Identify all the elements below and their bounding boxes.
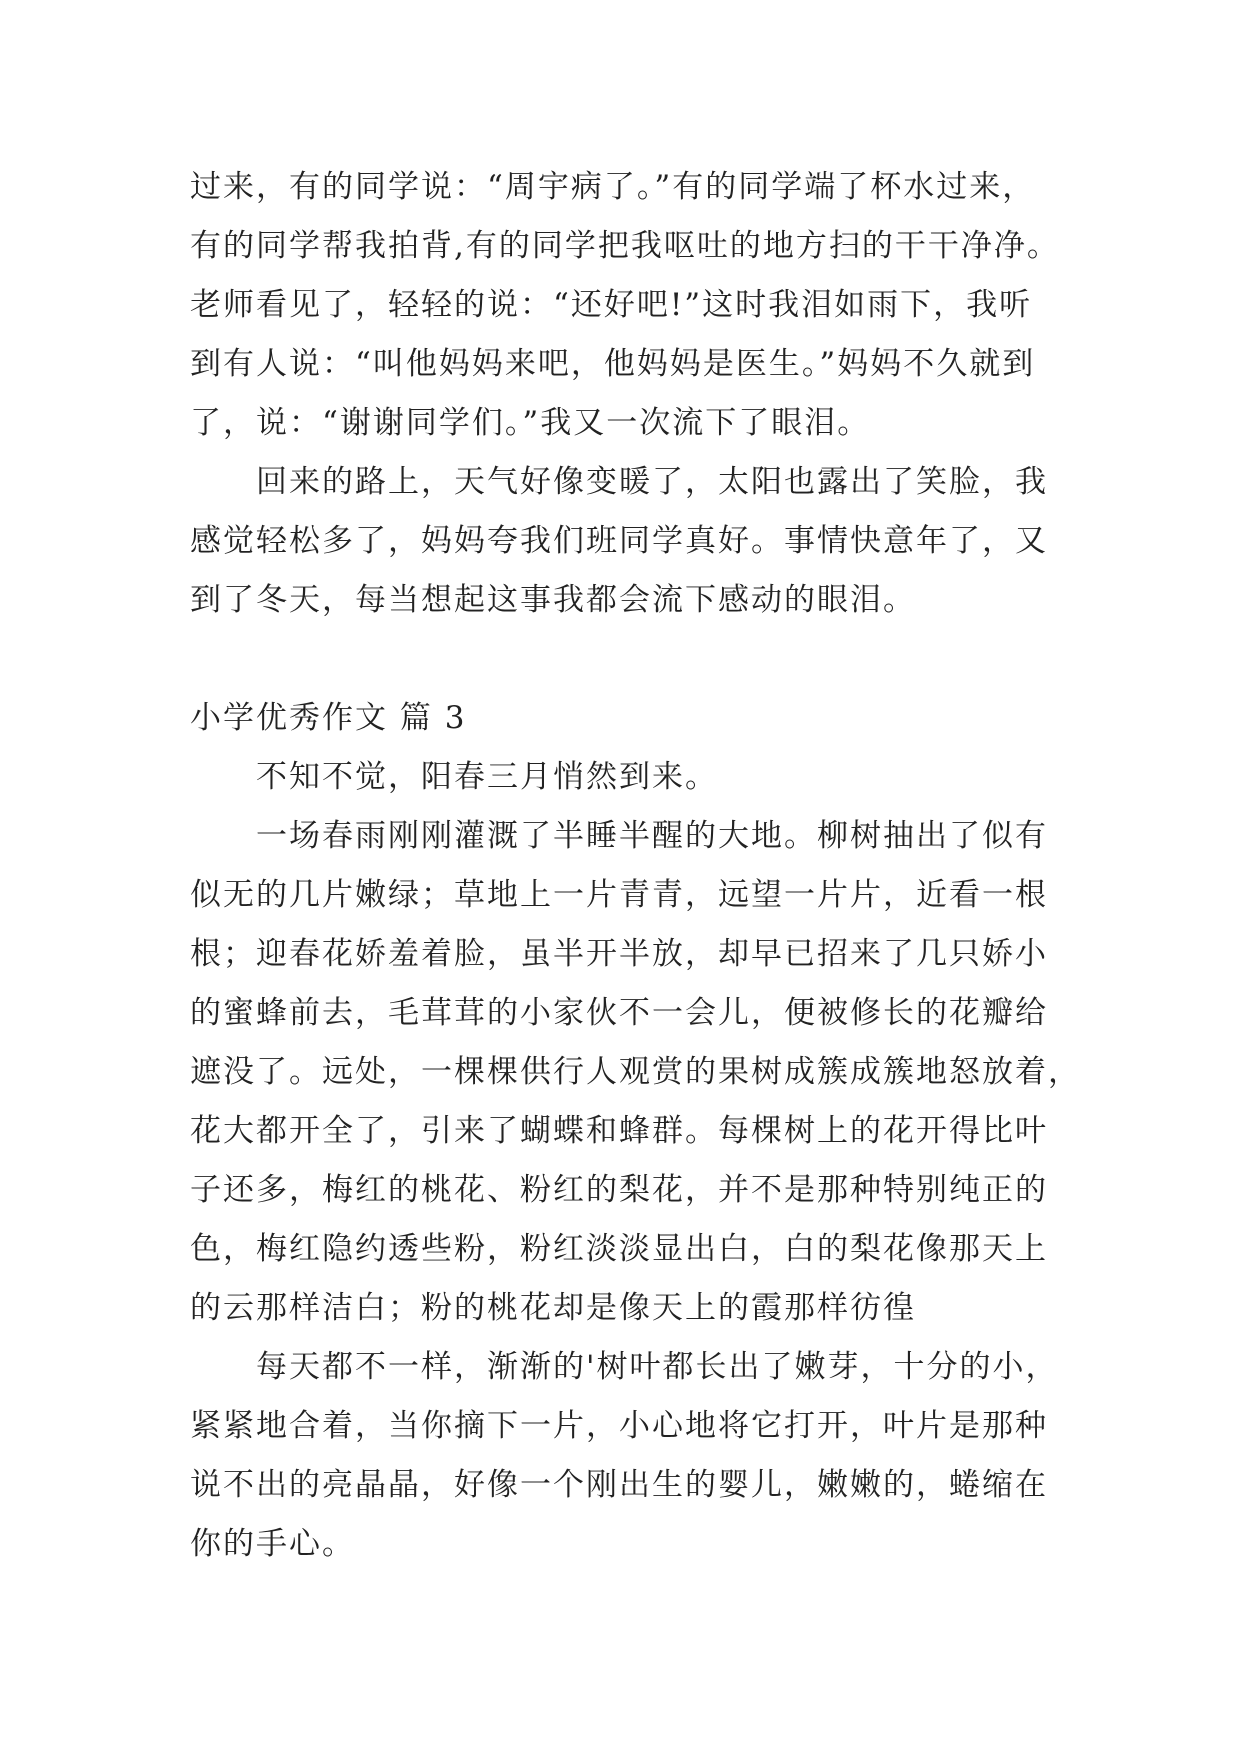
text-line: 遮没了。远处，一棵棵供行人观赏的果树成簇成簇地怒放着， xyxy=(190,1054,1081,1090)
paragraph-2 xyxy=(190,453,1090,630)
paragraph-4 xyxy=(190,807,1090,1338)
text-line: 过来，有的同学说：“周宇病了。”有的同学端了杯水过来， xyxy=(190,169,1036,205)
essay-text xyxy=(190,158,1090,1574)
text-line: 说不出的亮晶晶，好像一个刚出生的婴儿，嫩嫩的，蜷缩在 xyxy=(190,1467,1048,1503)
text-line: 老师看见了，轻轻的说：“还好吧!”这时我泪如雨下，我听 xyxy=(190,287,1033,323)
text-line: 花大都开全了，引来了蝴蝶和蜂群。每棵树上的花开得比叶 xyxy=(190,1113,1048,1149)
text-line: 色，梅红隐约透些粉，粉红淡淡显出白，白的梨花像那天上 xyxy=(190,1231,1048,1267)
text-line: 子还多，梅红的桃花、粉红的梨花，并不是那种特别纯正的 xyxy=(190,1172,1048,1208)
paragraph-1 xyxy=(190,158,1090,453)
section-spacer xyxy=(190,630,1090,689)
paragraph-5 xyxy=(190,1338,1090,1574)
text-line: 回来的路上，天气好像变暖了，太阳也露出了笑脸，我 xyxy=(256,464,1048,500)
text-line: 一场春雨刚刚灌溉了半睡半醒的大地。柳树抽出了似有 xyxy=(256,818,1048,854)
paragraph-3 xyxy=(190,748,1090,807)
text-line: 似无的几片嫩绿；草地上一片青青，远望一片片，近看一根 xyxy=(190,877,1048,913)
text-line: 的蜜蜂前去，毛茸茸的小家伙不一会儿，便被修长的花瓣给 xyxy=(190,995,1048,1031)
text-line: 了，说：“谢谢同学们。”我又一次流下了眼泪。 xyxy=(190,405,871,441)
text-line: 每天都不一样，渐渐的'树叶都长出了嫩芽，十分的小， xyxy=(256,1349,1059,1385)
text-line: 感觉轻松多了，妈妈夸我们班同学真好。事情快意年了，又 xyxy=(190,523,1048,559)
text-line: 有的同学帮我拍背,有的同学把我呕吐的地方扫的干干净净。 xyxy=(190,228,1060,264)
section-heading: 小学优秀作文 篇 3 xyxy=(190,700,467,736)
text-line: 不知不觉，阳春三月悄然到来。 xyxy=(256,759,718,795)
text-line: 根；迎春花娇羞着脸，虽半开半放，却早已招来了几只娇小 xyxy=(190,936,1048,972)
text-line: 到有人说：“叫他妈妈来吧，他妈妈是医生。”妈妈不久就到 xyxy=(190,346,1036,382)
text-line: 到了冬天，每当想起这事我都会流下感动的眼泪。 xyxy=(190,582,916,618)
text-line: 紧紧地合着，当你摘下一片，小心地将它打开，叶片是那种 xyxy=(190,1408,1048,1444)
text-line: 你的手心。 xyxy=(190,1526,355,1562)
text-line: 的云那样洁白；粉的桃花却是像天上的霞那样彷徨 xyxy=(190,1290,916,1326)
